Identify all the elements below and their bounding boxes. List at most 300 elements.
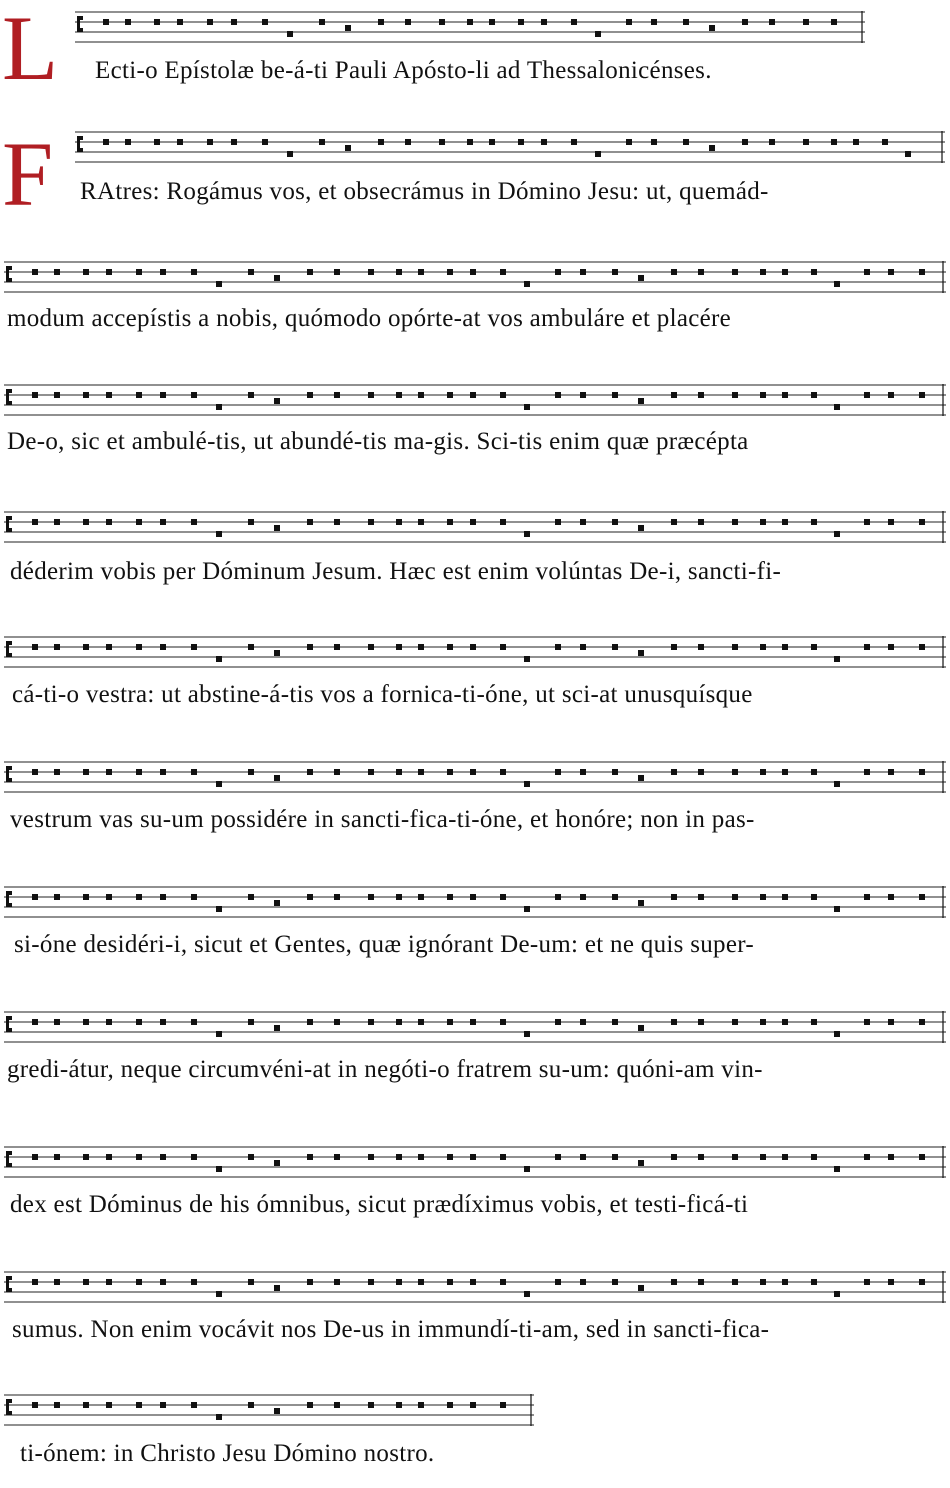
chant-system-9 [0,1005,950,1105]
staff-5 [4,508,946,553]
note-punctum [160,644,166,650]
note-punctum [447,519,453,525]
note-punctum [54,1402,60,1408]
note-punctum [760,894,766,900]
note-punctum [54,519,60,525]
note-punctum [32,769,38,775]
note-punctum [782,1019,788,1025]
note-punctum [919,269,925,275]
note-punctum [555,769,561,775]
note-punctum [439,19,445,25]
note-punctum [638,398,644,404]
note-punctum [447,392,453,398]
c-clef-icon [6,1016,12,1032]
chant-system-4 [0,378,950,478]
staff-lines [4,1008,946,1053]
note-punctum [248,1402,254,1408]
c-clef-icon [6,1151,12,1167]
note-punctum [919,1279,925,1285]
note-punctum [136,1019,142,1025]
note-punctum [160,392,166,398]
note-punctum [671,644,677,650]
note-punctum [307,1279,313,1285]
note-punctum [760,269,766,275]
note-punctum [671,519,677,525]
note-punctum [638,775,644,781]
chant-system-8 [0,880,950,980]
c-clef-icon [6,1399,12,1415]
note-punctum [274,525,280,531]
note-punctum [32,1402,38,1408]
note-punctum [888,269,894,275]
note-punctum [760,769,766,775]
note-punctum [216,531,222,537]
note-punctum [760,1279,766,1285]
note-punctum [231,139,237,145]
note-punctum [555,519,561,525]
note-punctum [54,392,60,398]
note-punctum [470,392,476,398]
note-punctum [334,1279,340,1285]
staff-lines [75,8,865,53]
lyric-line-8: si-óne desidéri-i, sicut et Gentes, quæ ignórant De-um: et ne quis super- [14,931,754,958]
c-clef-icon [77,136,83,152]
note-punctum [671,1154,677,1160]
note-punctum [307,269,313,275]
note-punctum [524,906,530,912]
note-punctum [811,1279,817,1285]
note-punctum [831,139,837,145]
note-punctum [32,894,38,900]
note-punctum [626,19,632,25]
note-punctum [888,644,894,650]
note-punctum [345,25,351,31]
staff-8 [4,883,946,928]
chant-system-7 [0,755,950,855]
note-punctum [177,19,183,25]
note-punctum [888,1019,894,1025]
note-punctum [500,1279,506,1285]
chant-system-10 [0,1140,950,1240]
note-punctum [160,894,166,900]
staff-lines [4,1143,946,1188]
note-punctum [274,650,280,656]
note-punctum [834,281,840,287]
note-punctum [467,19,473,25]
note-punctum [555,1019,561,1025]
note-punctum [470,644,476,650]
note-punctum [580,1019,586,1025]
note-punctum [683,19,689,25]
note-punctum [32,392,38,398]
note-punctum [418,1154,424,1160]
staff-lines [75,128,945,173]
staff-lines [4,633,946,678]
note-punctum [834,531,840,537]
note-punctum [782,519,788,525]
c-clef-icon [6,891,12,907]
note-punctum [418,1019,424,1025]
note-punctum [671,1279,677,1285]
note-punctum [811,1019,817,1025]
note-punctum [191,1019,197,1025]
note-punctum [54,894,60,900]
chant-system-12 [0,1388,950,1488]
note-punctum [334,1019,340,1025]
staff-9 [4,1008,946,1053]
note-punctum [418,1402,424,1408]
note-punctum [500,269,506,275]
note-punctum [307,894,313,900]
note-punctum [919,1154,925,1160]
staff-lines [4,258,946,303]
note-punctum [248,1019,254,1025]
note-punctum [274,1285,280,1291]
note-punctum [500,644,506,650]
note-punctum [32,519,38,525]
note-punctum [732,519,738,525]
note-punctum [580,769,586,775]
note-punctum [671,392,677,398]
c-clef-icon [77,16,83,32]
note-punctum [834,656,840,662]
note-punctum [555,392,561,398]
note-punctum [83,1402,89,1408]
staff-6 [4,633,946,678]
note-punctum [671,269,677,275]
note-punctum [811,644,817,650]
note-punctum [106,1279,112,1285]
note-punctum [489,19,495,25]
note-punctum [106,1019,112,1025]
note-punctum [571,19,577,25]
note-punctum [160,269,166,275]
note-punctum [378,139,384,145]
chant-system-5 [0,505,950,605]
note-punctum [864,1154,870,1160]
note-punctum [160,519,166,525]
lyric-line-1: Ecti-o Epístolæ be-á-ti Pauli Apósto-li ad Thessalonicénses. [95,57,712,84]
chant-system-2 [0,118,950,228]
note-punctum [864,269,870,275]
note-punctum [580,1279,586,1285]
staff-lines [4,1391,534,1436]
note-punctum [191,519,197,525]
note-punctum [500,519,506,525]
note-punctum [612,1019,618,1025]
note-punctum [106,894,112,900]
note-punctum [769,139,775,145]
note-punctum [32,644,38,650]
note-punctum [136,894,142,900]
note-punctum [500,769,506,775]
note-punctum [136,1402,142,1408]
note-punctum [447,1402,453,1408]
note-punctum [307,769,313,775]
note-punctum [248,1154,254,1160]
note-punctum [864,894,870,900]
note-punctum [191,894,197,900]
note-punctum [580,519,586,525]
note-punctum [580,894,586,900]
note-punctum [919,894,925,900]
note-punctum [470,1402,476,1408]
note-punctum [160,1402,166,1408]
note-punctum [136,644,142,650]
chant-system-6 [0,630,950,730]
staff-7 [4,758,946,803]
note-punctum [334,769,340,775]
note-punctum [216,1414,222,1420]
note-punctum [106,269,112,275]
note-punctum [396,1402,402,1408]
note-punctum [54,644,60,650]
note-punctum [709,145,715,151]
lyric-line-9: gredi-átur, neque circumvéni-at in negóti-o fratrem su-um: quóni-am vin- [7,1056,763,1083]
staff-lines [4,758,946,803]
note-punctum [612,644,618,650]
note-punctum [262,19,268,25]
note-punctum [638,1285,644,1291]
note-punctum [500,1154,506,1160]
note-punctum [418,269,424,275]
note-punctum [307,392,313,398]
note-punctum [103,19,109,25]
note-punctum [698,519,704,525]
note-punctum [834,906,840,912]
note-punctum [191,1154,197,1160]
note-punctum [191,269,197,275]
note-punctum [760,644,766,650]
note-punctum [418,769,424,775]
note-punctum [638,275,644,281]
staff-4 [4,381,946,426]
note-punctum [418,392,424,398]
note-punctum [447,644,453,650]
note-punctum [405,139,411,145]
note-punctum [470,894,476,900]
note-punctum [518,19,524,25]
note-punctum [274,1025,280,1031]
note-punctum [698,1154,704,1160]
note-punctum [447,269,453,275]
note-punctum [638,650,644,656]
note-punctum [671,894,677,900]
staff-11 [4,1268,946,1313]
note-punctum [447,1154,453,1160]
note-punctum [732,1019,738,1025]
note-punctum [834,781,840,787]
note-punctum [834,1031,840,1037]
note-punctum [447,1279,453,1285]
note-punctum [216,404,222,410]
note-punctum [274,1408,280,1414]
staff-3 [4,258,946,303]
note-punctum [638,1160,644,1166]
note-punctum [888,519,894,525]
note-punctum [811,519,817,525]
note-punctum [136,769,142,775]
note-punctum [136,269,142,275]
note-punctum [742,19,748,25]
note-punctum [698,1019,704,1025]
note-punctum [136,1279,142,1285]
note-punctum [368,519,374,525]
note-punctum [500,1019,506,1025]
note-punctum [216,906,222,912]
note-punctum [154,139,160,145]
note-punctum [248,269,254,275]
note-punctum [83,519,89,525]
note-punctum [83,644,89,650]
lyric-line-5: déderim vobis per Dóminum Jesum. Hæc est enim volúntas De-i, sancti-fi- [10,558,782,585]
lyric-line-12: ti-ónem: in Christo Jesu Dómino nostro. [20,1440,435,1467]
note-punctum [418,519,424,525]
note-punctum [555,269,561,275]
note-punctum [470,1154,476,1160]
note-punctum [396,894,402,900]
note-punctum [626,139,632,145]
note-punctum [106,1402,112,1408]
note-punctum [580,644,586,650]
drop-cap-l: L [2,0,59,99]
note-punctum [248,1279,254,1285]
note-punctum [106,644,112,650]
note-punctum [191,644,197,650]
note-punctum [811,269,817,275]
note-punctum [524,1291,530,1297]
c-clef-icon [6,766,12,782]
note-punctum [368,1019,374,1025]
note-punctum [612,769,618,775]
note-punctum [447,1019,453,1025]
note-punctum [207,139,213,145]
note-punctum [368,269,374,275]
note-punctum [698,894,704,900]
note-punctum [83,1019,89,1025]
staff-10 [4,1143,946,1188]
note-punctum [470,769,476,775]
note-punctum [405,19,411,25]
note-punctum [54,1019,60,1025]
staff-lines [4,1268,946,1313]
note-punctum [470,1279,476,1285]
note-punctum [54,269,60,275]
note-punctum [287,31,293,37]
note-punctum [595,151,601,157]
note-punctum [191,1402,197,1408]
note-punctum [803,139,809,145]
note-punctum [888,894,894,900]
note-punctum [83,269,89,275]
note-punctum [470,1019,476,1025]
note-punctum [287,151,293,157]
note-punctum [396,644,402,650]
note-punctum [524,781,530,787]
note-punctum [698,269,704,275]
note-punctum [368,894,374,900]
note-punctum [732,269,738,275]
note-punctum [580,1154,586,1160]
note-punctum [368,769,374,775]
note-punctum [274,775,280,781]
lyric-line-11: sumus. Non enim vocávit nos De-us in immundí-ti-am, sed in sancti-fica- [12,1316,770,1343]
note-punctum [307,1402,313,1408]
note-punctum [580,392,586,398]
chant-system-3 [0,255,950,355]
note-punctum [555,1279,561,1285]
note-punctum [274,1160,280,1166]
note-punctum [467,139,473,145]
note-punctum [319,19,325,25]
note-punctum [262,139,268,145]
note-punctum [571,139,577,145]
note-punctum [769,19,775,25]
note-punctum [782,894,788,900]
lyric-line-4: De-o, sic et ambulé-tis, ut abundé-tis ma-gis. Sci-tis enim quæ præcépta [7,428,749,455]
note-punctum [216,1031,222,1037]
note-punctum [216,1166,222,1172]
note-punctum [216,1291,222,1297]
note-punctum [864,644,870,650]
note-punctum [831,19,837,25]
chant-system-11 [0,1265,950,1365]
note-punctum [334,269,340,275]
lyric-line-10: dex est Dóminus de his ómnibus, sicut prædíximus vobis, et testi-ficá-ti [10,1191,749,1218]
note-punctum [32,1154,38,1160]
note-punctum [919,769,925,775]
note-punctum [396,1154,402,1160]
note-punctum [160,1019,166,1025]
note-punctum [83,392,89,398]
note-punctum [709,25,715,31]
note-punctum [83,769,89,775]
note-punctum [396,519,402,525]
note-punctum [307,1154,313,1160]
note-punctum [418,894,424,900]
note-punctum [612,1154,618,1160]
note-punctum [177,139,183,145]
note-punctum [418,1279,424,1285]
note-punctum [638,1025,644,1031]
note-punctum [83,1154,89,1160]
note-punctum [191,1279,197,1285]
note-punctum [32,1279,38,1285]
note-punctum [782,644,788,650]
note-punctum [760,1019,766,1025]
note-punctum [782,269,788,275]
note-punctum [524,281,530,287]
note-punctum [698,392,704,398]
note-punctum [760,1154,766,1160]
note-punctum [864,519,870,525]
note-punctum [307,644,313,650]
note-punctum [396,769,402,775]
note-punctum [216,281,222,287]
note-punctum [541,19,547,25]
note-punctum [834,1166,840,1172]
note-punctum [811,1154,817,1160]
note-punctum [671,769,677,775]
note-punctum [319,139,325,145]
note-punctum [864,392,870,398]
note-punctum [698,644,704,650]
note-punctum [671,1019,677,1025]
note-punctum [54,769,60,775]
note-punctum [160,1154,166,1160]
note-punctum [334,519,340,525]
note-punctum [32,1019,38,1025]
